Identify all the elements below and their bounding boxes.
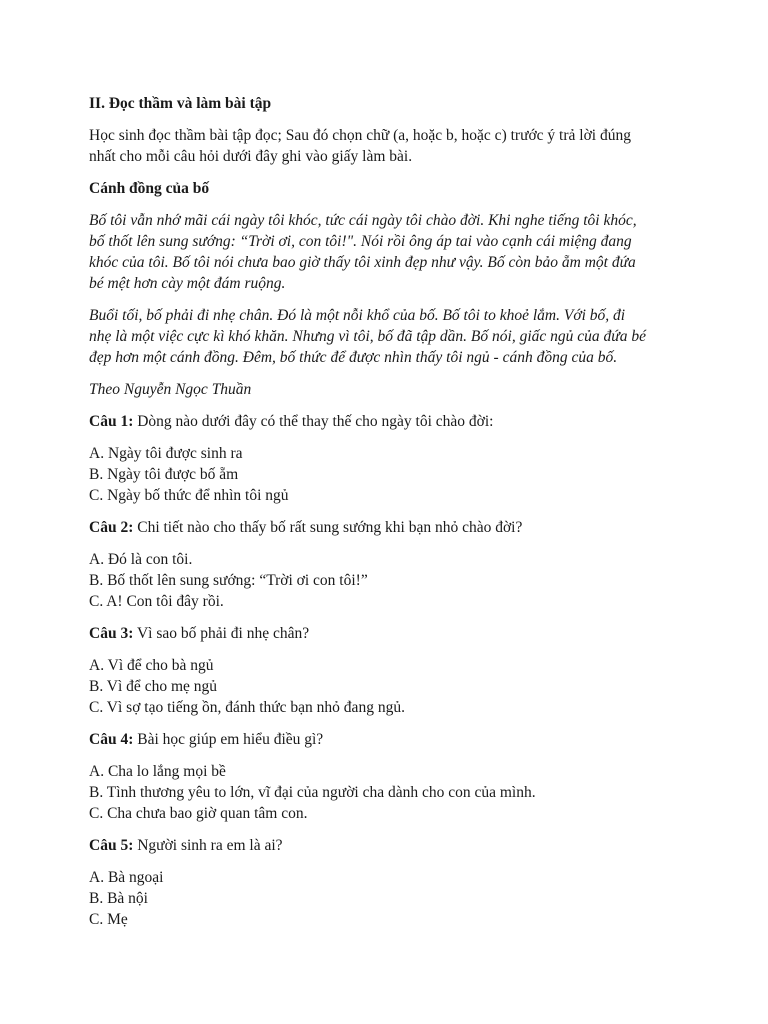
question-number: Câu 3:	[89, 625, 134, 642]
instructions	[89, 125, 719, 167]
paragraph-line: Buổi tối, bố phải đi nhẹ chân. Đó là một nỗi khổ của bố. Bố tôi to khoẻ lắm. Với bố, đi	[89, 307, 626, 324]
paragraph-line: Bố tôi vẫn nhớ mãi cái ngày tôi khóc, tức cái ngày tôi chào đời. Khi nghe tiếng tôi khóc,	[89, 212, 637, 229]
paragraph-line: nhẹ là một việc cực kì khó khăn. Nhưng vì tôi, bố đã tập dần. Bố nói, giấc ngủ của đứa bé	[89, 328, 646, 345]
answer-option: C. Mẹ	[89, 911, 128, 928]
instructions-line: nhất cho mỗi câu hỏi dưới đây ghi vào giấy làm bài.	[89, 148, 413, 165]
question-3-options	[89, 655, 719, 718]
section-title: II. Đọc thầm và làm bài tập	[89, 95, 272, 112]
reading-paragraph-1	[89, 210, 719, 294]
answer-option: B. Ngày tôi được bố ẵm	[89, 466, 239, 483]
answer-option: B. Tình thương yêu to lớn, vĩ đại của người cha dành cho con của mình.	[89, 784, 536, 801]
answer-option: C. Vì sợ tạo tiếng ồn, đánh thức bạn nhỏ đang ngủ.	[89, 699, 405, 716]
paragraph-line: bé mệt hơn cày một đám ruộng.	[89, 275, 286, 292]
question-number: Câu 5:	[89, 837, 134, 854]
answer-option: A. Đó là con tôi.	[89, 551, 193, 568]
answer-option: C. A! Con tôi đây rồi.	[89, 593, 224, 610]
question-text: Người sinh ra em là ai?	[133, 837, 283, 854]
question-text: Chi tiết nào cho thấy bố rất sung sướng khi bạn nhỏ chào đời?	[133, 519, 523, 536]
question-5	[89, 835, 719, 856]
answer-option: C. Ngày bố thức để nhìn tôi ngủ	[89, 487, 289, 504]
question-2	[89, 517, 719, 538]
answer-option: B. Bố thốt lên sung sướng: “Trời ơi con tôi!”	[89, 572, 368, 589]
question-4-options	[89, 761, 719, 824]
answer-option: A. Ngày tôi được sinh ra	[89, 445, 243, 462]
reading-title: Cánh đồng của bố	[89, 180, 210, 197]
question-text: Vì sao bố phải đi nhẹ chân?	[133, 625, 310, 642]
paragraph-line: khóc của tôi. Bố tôi nói chưa bao giờ thấy tôi xinh đẹp như vậy. Bố còn bảo ẵm một đứa	[89, 254, 636, 271]
question-3	[89, 623, 719, 644]
author-credit: Theo Nguyễn Ngọc Thuần	[89, 381, 252, 398]
question-number: Câu 4:	[89, 731, 134, 748]
question-1	[89, 411, 719, 432]
instructions-line: Học sinh đọc thầm bài tập đọc; Sau đó chọn chữ (a, hoặc b, hoặc c) trước ý trả lời đúng	[89, 127, 631, 144]
document-page	[89, 93, 719, 941]
answer-option: A. Bà ngoại	[89, 869, 164, 886]
paragraph-line: bố thốt lên sung sướng: “Trời ơi, con tôi!". Nói rồi ông áp tai vào cạnh cái miệng đang	[89, 233, 632, 250]
question-number: Câu 2:	[89, 519, 134, 536]
answer-option: A. Vì để cho bà ngủ	[89, 657, 214, 674]
answer-option: B. Bà nội	[89, 890, 148, 907]
question-1-options	[89, 443, 719, 506]
reading-paragraph-2	[89, 305, 719, 368]
question-text: Bài học giúp em hiểu điều gì?	[133, 731, 324, 748]
answer-option: A. Cha lo lắng mọi bề	[89, 763, 226, 780]
question-text: Dòng nào dưới đây có thể thay thế cho ngày tôi chào đời:	[133, 413, 494, 430]
question-4	[89, 729, 719, 750]
question-5-options	[89, 867, 719, 930]
question-2-options	[89, 549, 719, 612]
answer-option: C. Cha chưa bao giờ quan tâm con.	[89, 805, 308, 822]
question-number: Câu 1:	[89, 413, 134, 430]
paragraph-line: đẹp hơn một cánh đồng. Đêm, bố thức để được nhìn thấy tôi ngủ - cánh đồng của bố.	[89, 349, 618, 366]
answer-option: B. Vì để cho mẹ ngủ	[89, 678, 218, 695]
